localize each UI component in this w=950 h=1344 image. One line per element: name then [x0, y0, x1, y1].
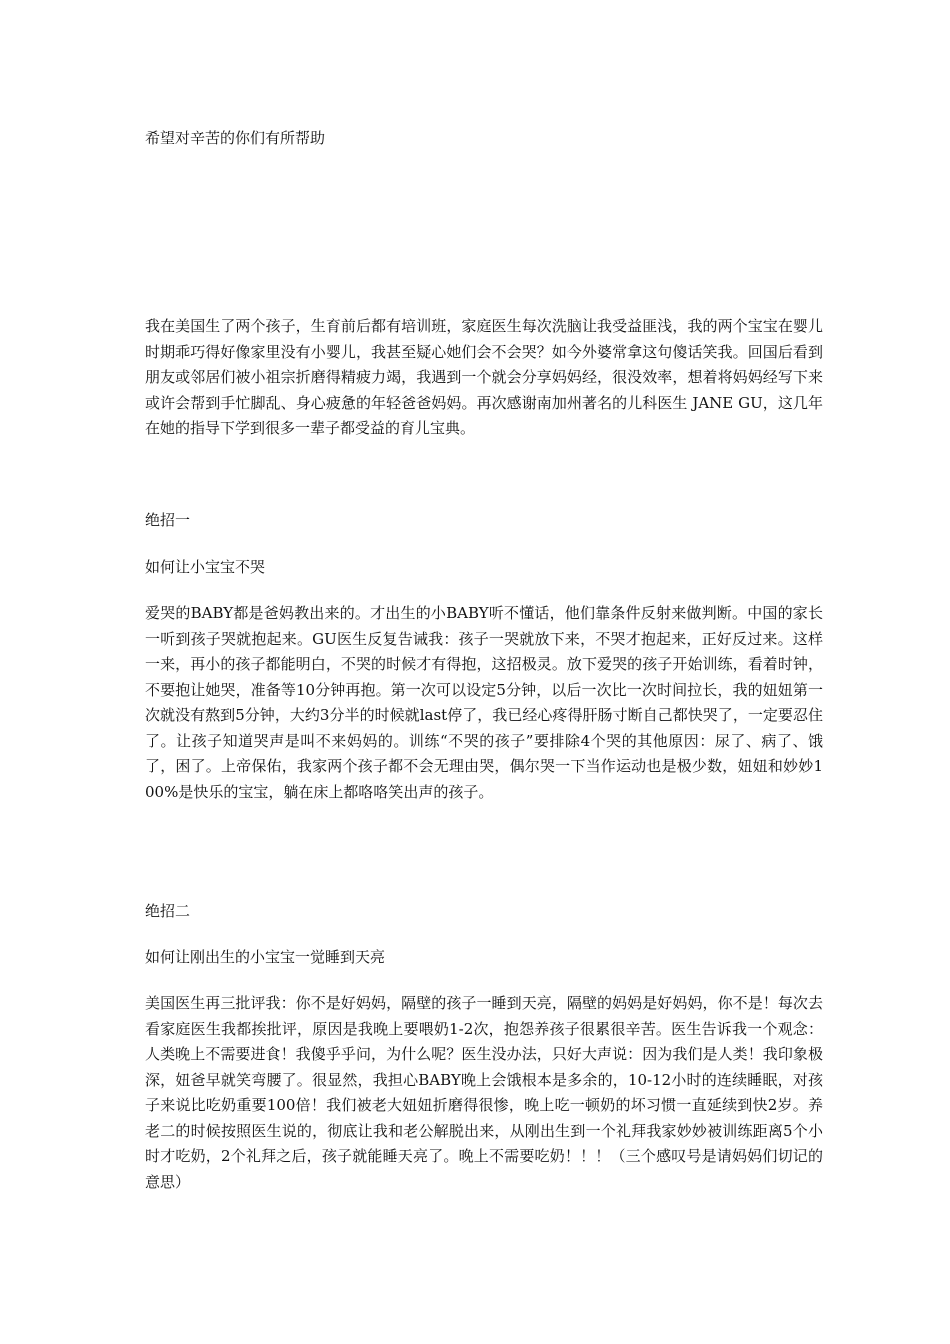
section1-body: 爱哭的BABY都是爸妈教出来的。才出生的小BABY听不懂话，他们靠条件反射来做判断。中国的家长一听到孩子哭就抱起来。GU医生反复告诫我：孩子一哭就放下来，不哭才抱起来，正好反过来。这样一来，再小的孩子都能明白，不哭的时候才有得抱，这招极灵。放下爱哭的孩子开始训练，看着时钟，不要抱让她哭，准备等10分钟再抱。第一次可以设定5分钟，以后一次比一次时间拉长，我的妞妞第一次就没有熬到5分钟，大约3分半的时候就last停了，我已经心疼得肝肠寸断自己都快哭了，一定要忍住了。让孩子知道哭声是叫不来妈妈的。训练“不哭的孩子”要排除4个哭的其他原因：尿了、病了、饿了，困了。上帝保佑，我家两个孩子都不会无理由哭，偶尔哭一下当作运动也是极少数，妞妞和妙妙100%是快乐的宝宝，躺在床上都咯咯笑出声的孩子。 [145, 604, 823, 801]
greeting-line: 希望对辛苦的你们有所帮助 [145, 129, 326, 147]
section2-body: 美国医生再三批评我：你不是好妈妈，隔壁的孩子一睡到天亮，隔壁的妈妈是好妈妈，你不是！每次去看家庭医生我都挨批评，原因是我晚上要喂奶1-2次，抱怨养孩子很累很辛苦。医生告诉我一个观念：人类晚上不需要进食！我傻乎乎问，为什么呢？医生没办法，只好大声说：因为我们是人类！我印象极深，妞爸早就笑弯腰了。很显然，我担心BABY晚上会饿根本是多余的，10-12小时的连续睡眠，对孩子来说比吃奶重要100倍！我们被老大妞妞折磨得很惨，晚上吃一顿奶的坏习惯一直延续到快2岁。养老二的时候按照医生说的，彻底让我和老公解脱出来，从刚出生到一个礼拜我家妙妙被训练距离5个小时才吃奶，2个礼拜之后，孩子就能睡天亮了。晚上不需要吃奶！！！（三个感叹号是请妈妈们切记的意思） [145, 994, 823, 1191]
section2-label: 绝招二 [145, 902, 191, 920]
intro-paragraph: 我在美国生了两个孩子，生育前后都有培训班，家庭医生每次洗脑让我受益匪浅，我的两个宝宝在婴儿时期乖巧得好像家里没有小婴儿，我甚至疑心她们会不会哭？如今外婆常拿这句傻话笑我。回国后看到朋友或邻居们被小祖宗折磨得精疲力竭，我遇到一个就会分享妈妈经，很没效率，想着将妈妈经写下来或许会帮到手忙脚乱、身心疲惫的年轻爸爸妈妈。再次感谢南加州著名的儿科医生 JANE GU，这几年在她的指导下学到很多一辈子都受益的育儿宝典。 [145, 317, 823, 437]
section1-title: 如何让小宝宝不哭 [145, 558, 266, 576]
section1-label: 绝招一 [145, 511, 191, 529]
section2-title: 如何让刚出生的小宝宝一觉睡到天亮 [145, 948, 386, 966]
